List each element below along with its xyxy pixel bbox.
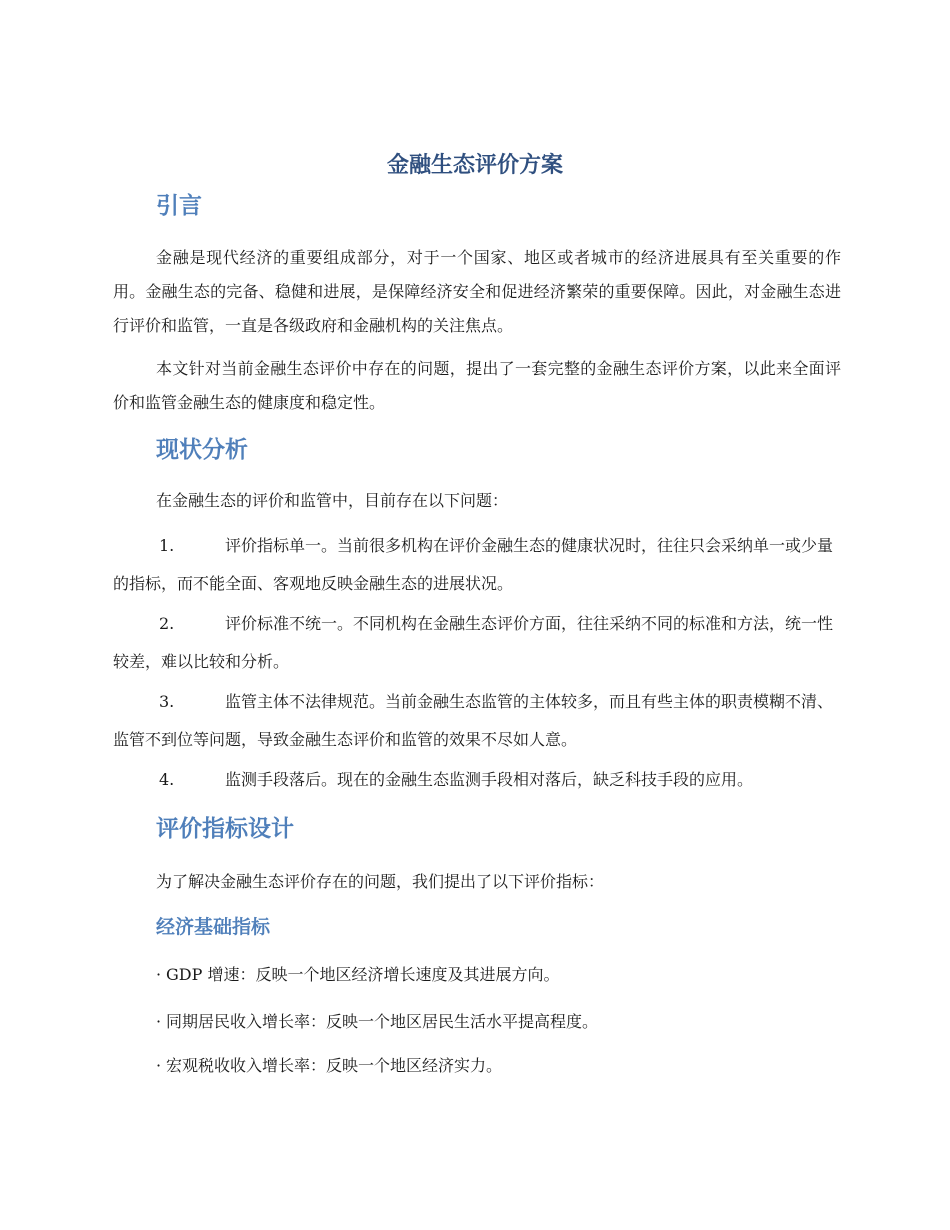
list-text: 监管主体不法律规范。当前金融生态监管的主体较多，而且有些主体的职责模糊不清、监管不到位等问题，导致金融生态评价和监管的效果不尽如人意。 — [113, 692, 834, 749]
bullet-text: 宏观税收收入增长率：反映一个地区经济实力。 — [166, 1056, 503, 1075]
status-item-3 — [113, 683, 841, 759]
bullet-item-3 — [156, 1053, 846, 1079]
intro-paragraph-1: 金融是现代经济的重要组成部分，对于一个国家、地区或者城市的经济进展具有至关重要的作用。金融生态的完备、稳健和进展，是保障经济安全和促进经济繁荣的重要保障。因此，对金融生态进行评价和监管，一直是各级政府和金融机构的关注焦点。 — [113, 248, 841, 335]
list-text: 评价指标单一。当前很多机构在评价金融生态的健康状况时，往往只会采纳单一或少量的指标，而不能全面、客观地反映金融生态的进展状况。 — [113, 536, 834, 593]
bullet-item-1 — [156, 962, 846, 988]
list-number: 3. — [159, 692, 175, 711]
list-text: 评价标准不统一。不同机构在金融生态评价方面，往往采纳不同的标准和方法，统一性较差，难以比较和分析。 — [113, 614, 834, 671]
bullet-text: GDP 增速：反映一个地区经济增长速度及其进展方向。 — [166, 965, 560, 984]
status-lead: 在金融生态的评价和监管中，目前存在以下问题： — [156, 491, 509, 510]
list-number: 2. — [159, 614, 175, 633]
heading-design: 评价指标设计 — [156, 816, 294, 842]
intro-paragraph-2: 本文针对当前金融生态评价中存在的问题，提出了一套完整的金融生态评价方案，以此来全面评价和监管金融生态的健康度和稳定性。 — [113, 359, 841, 412]
document-title: 金融生态评价方案 — [386, 153, 563, 178]
subheading-economic-base: 经济基础指标 — [156, 916, 271, 938]
bullet-dot: · — [156, 1056, 162, 1075]
heading-status: 现状分析 — [156, 437, 248, 463]
bullet-dot: · — [156, 965, 162, 984]
design-lead: 为了解决金融生态评价存在的问题，我们提出了以下评价指标： — [156, 872, 605, 891]
bullet-dot: · — [156, 1012, 162, 1031]
bullet-item-2 — [156, 1009, 846, 1035]
bullet-text: 同期居民收入增长率：反映一个地区居民生活水平提高程度。 — [166, 1012, 599, 1031]
list-number: 4. — [159, 770, 175, 789]
heading-intro: 引言 — [156, 193, 202, 219]
status-item-1 — [113, 527, 841, 603]
list-text: 监测手段落后。现在的金融生态监测手段相对落后，缺乏科技手段的应用。 — [225, 770, 754, 789]
list-number: 1. — [159, 536, 175, 555]
status-item-4 — [113, 761, 841, 799]
status-item-2 — [113, 605, 841, 681]
